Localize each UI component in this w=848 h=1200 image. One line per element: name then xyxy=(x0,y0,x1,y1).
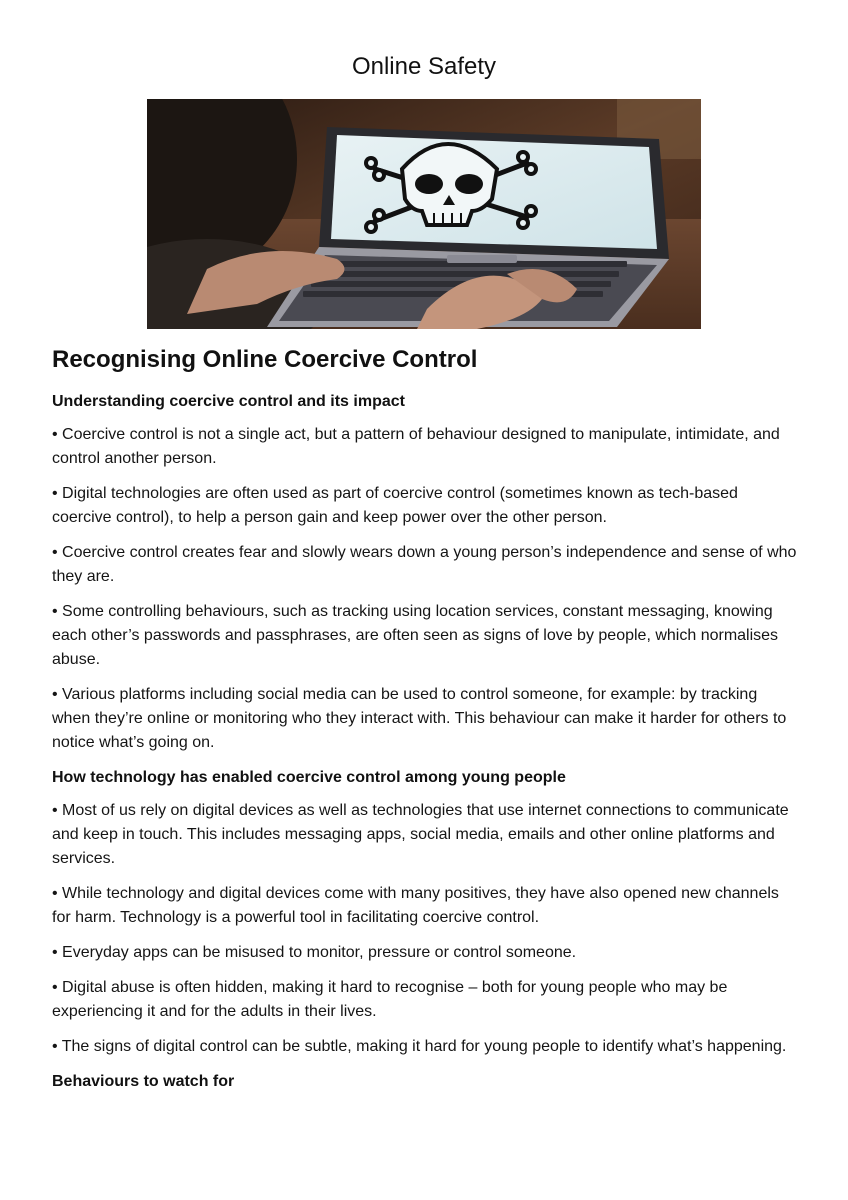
bullet-point: • Some controlling behaviours, such as tracking using location services, constant messaging, knowing each other’s passwords and passphrases, are often seen as signs of love by people, which normalises abuse. xyxy=(52,603,779,668)
bullet-point: • While technology and digital devices come with many positives, they have also opened new channels for harm. Technology is a powerful tool in facilitating coercive control. xyxy=(52,885,779,926)
bullet-point: • Most of us rely on digital devices as well as technologies that use internet connections to communicate and keep in touch. This includes messaging apps, social media, emails and other online platforms and services. xyxy=(52,802,789,867)
article xyxy=(52,344,797,1103)
section-subheading: Behaviours to watch for xyxy=(52,1073,235,1090)
section-subheading: Understanding coercive control and its impact xyxy=(52,393,405,410)
bullet-point: • The signs of digital control can be subtle, making it hard for young people to identify what’s happening. xyxy=(52,1038,787,1055)
bullet-point: • Coercive control creates fear and slowly wears down a young person’s independence and sense of who they are. xyxy=(52,544,797,585)
bullet-point: • Coercive control is not a single act, but a pattern of behaviour designed to manipulate, intimidate, and control another person. xyxy=(52,426,780,467)
article-heading: Recognising Online Coercive Control xyxy=(52,346,478,373)
bullet-point: • Digital technologies are often used as part of coercive control (sometimes known as tech-based coercive control), to help a person gain and keep power over the other person. xyxy=(52,485,738,526)
bullet-point: • Digital abuse is often hidden, making it hard to recognise – both for young people who may be experiencing it and for the adults in their lives. xyxy=(52,979,728,1020)
hero-image xyxy=(147,99,701,329)
bullet-point: • Various platforms including social media can be used to control someone, for example: by tracking when they’re online or monitoring who they interact with. This behaviour can make it harder for others to notice what’s going on. xyxy=(52,686,787,751)
page-title: Online Safety xyxy=(351,53,497,80)
bullet-point: • Everyday apps can be misused to monitor, pressure or control someone. xyxy=(52,944,577,961)
section-subheading: How technology has enabled coercive control among young people xyxy=(52,769,566,786)
